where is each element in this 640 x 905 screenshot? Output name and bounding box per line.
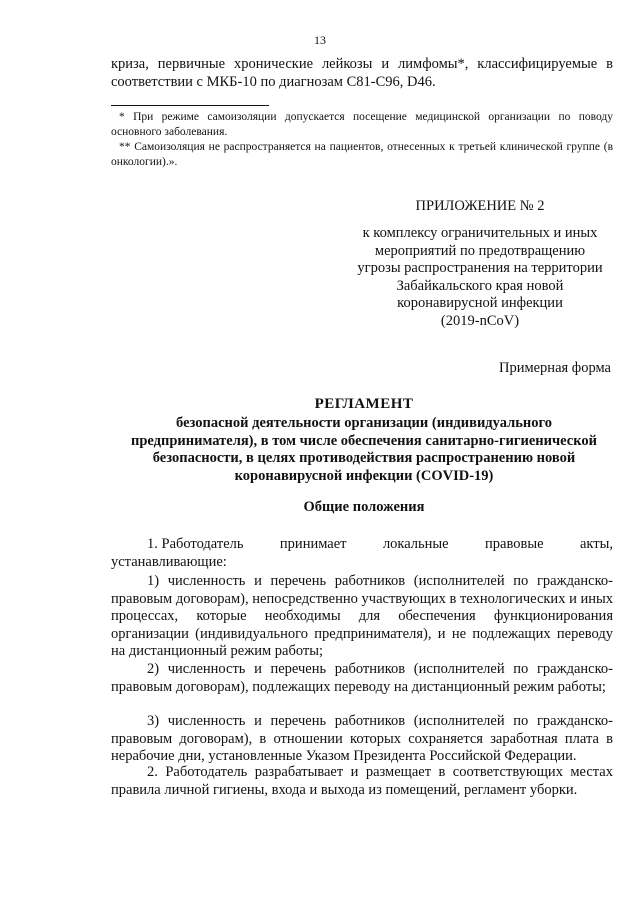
appendix-line: к комплексу ограничительных и иных: [362, 225, 598, 241]
top-paragraph: криза, первичные хронические лейкозы и лимфомы*, классифицируемые в соответствии с МКБ-10 по диагнозам С81-С96, D46.: [111, 56, 613, 90]
page-number: 13: [314, 33, 326, 47]
appendix-line: (2019-nCoV): [440, 312, 520, 329]
item-1-word: принимает: [279, 536, 347, 552]
item-1-rest: устанавливающие:: [111, 553, 227, 570]
subtitle-line: безопасной деятельности организации (индивидуального: [176, 415, 552, 431]
item-1-word: 1. Работодатель: [147, 536, 244, 552]
subitem-3: 3) численность и перечень работников (исполнителей по гражданско-правовым договорам), в отношении которых сохраняется заработная плата в нерабочие дни, установленные Указом Президента Российской Федерации.: [111, 713, 613, 764]
item-1-word: локальные: [382, 536, 449, 552]
appendix-line: мероприятий по предотвращению: [374, 242, 586, 259]
subtitle-line: коронавирусной инфекции (COVID-19): [234, 467, 494, 484]
subtitle-line: предпринимателя), в том числе обеспечения санитарно-гигиенической: [131, 432, 597, 449]
appendix-line: Забайкальского края новой: [396, 277, 564, 294]
item-1-word: правовые: [485, 536, 544, 552]
regulation-title: РЕГЛАМЕНТ: [314, 396, 414, 412]
section-title: Общие положения: [303, 499, 425, 515]
subitem-1: 1) численность и перечень работников (исполнителей по гражданско-правовым договорам), непосредственно участвующих в технологических и иных процессах, которые необходимы для обеспечения функционирования организации (индивидуального предпринимателя), и не подлежащих переводу на дистанционный режим работы;: [111, 573, 613, 659]
item-1-word: акты,: [579, 536, 613, 552]
footnote-2: ** Самоизоляция не распространяется на пациентов, отнесенных к третьей клинической группе (в онкологии).».: [111, 141, 613, 168]
appendix-title: ПРИЛОЖЕНИЕ № 2: [415, 198, 545, 214]
subitem-2: 2) численность и перечень работников (исполнителей по гражданско-правовым договорам), подлежащих переводу на дистанционный режим работы;: [111, 661, 613, 695]
footnote-1: * При режиме самоизоляции допускается посещение медицинской организации по поводу основного заболевания.: [111, 111, 613, 138]
item-1: [111, 536, 613, 571]
appendix-line: угрозы распространения на территории: [357, 260, 603, 276]
item-1-first-line: [111, 536, 613, 554]
appendix-description: [340, 225, 620, 330]
regulation-subtitle: [100, 415, 628, 485]
footnote-separator: [111, 105, 269, 106]
appendix-line: коронавирусной инфекции: [397, 295, 563, 311]
form-note: Примерная форма: [498, 360, 611, 376]
item-2: 2. Работодатель разрабатывает и размещает в соответствующих местах правила личной гигиены, входа и выхода из помещений, регламент уборки.: [111, 764, 613, 798]
subtitle-line: безопасности, в целях противодействия распространению новой: [152, 450, 576, 466]
